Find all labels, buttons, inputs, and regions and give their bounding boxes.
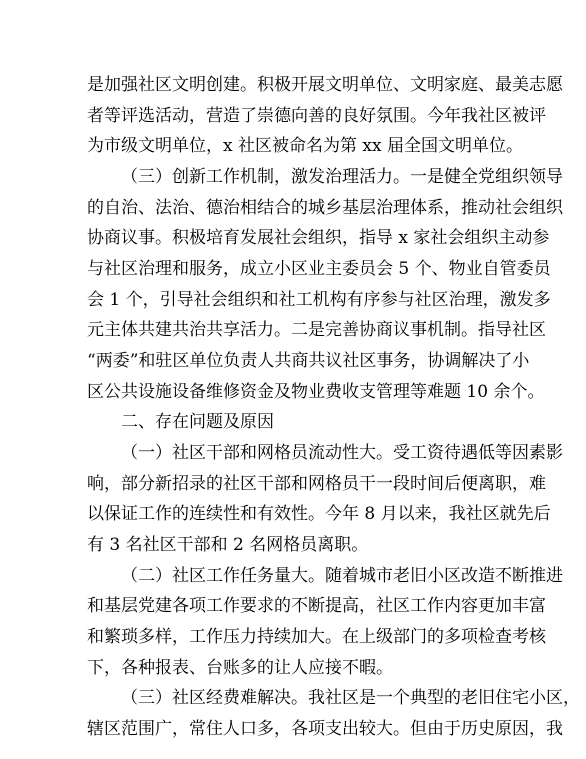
- paragraph-line: “两委”和驻区单位负责人共商共议社区事务，协调解决了小: [87, 351, 530, 371]
- paragraph-line: 辖区范围广，常住人口多，各项支出较大。但由于历史原因，我: [87, 719, 563, 739]
- paragraph-line: （三）创新工作机制，激发治理活力。一是健全党组织领导: [121, 167, 563, 187]
- paragraph-line: 区公共设施设备维修资金及物业费收支管理等难题 10 余个。: [87, 382, 545, 402]
- paragraph-line: 与社区治理和服务，成立小区业主委员会 5 个、物业自管委员: [87, 259, 551, 279]
- paragraph-line: 协商议事。积极培育发展社会组织，指导 x 家社会组织主动参: [87, 228, 550, 248]
- paragraph-line: 和基层党建各项工作要求的不断提高，社区工作内容更加丰富: [87, 596, 546, 616]
- paragraph-line: （三）社区经费难解决。我社区是一个典型的老旧住宅小区，: [121, 688, 580, 708]
- paragraph-line: 是加强社区文明创建。积极开展文明单位、文明家庭、最美志愿: [87, 75, 563, 95]
- paragraph-line: 下，各种报表、台账多的让人应接不暇。: [87, 658, 393, 678]
- section-heading: 二、存在问题及原因: [121, 412, 274, 432]
- paragraph-line: 以保证工作的连续性和有效性。今年 8 月以来，我社区就先后: [87, 504, 551, 524]
- paragraph-line: 响，部分新招录的社区干部和网格员干一段时间后便离职，难: [87, 474, 546, 494]
- paragraph-line: 为市级文明单位，x 社区被命名为第 xx 届全国文明单位。: [87, 136, 523, 156]
- paragraph-line: 的自治、法治、德治相结合的城乡基层治理体系，推动社会组织: [87, 198, 563, 218]
- paragraph-line: 会 1 个，引导社会组织和社工机构有序参与社区治理，激发多: [87, 290, 551, 310]
- paragraph-line: 有 3 名社区干部和 2 名网格员离职。: [87, 535, 369, 555]
- paragraph-line: （二）社区工作任务量大。随着城市老旧小区改造不断推进: [121, 566, 563, 586]
- paragraph-line: 元主体共建共治共享活力。二是完善协商议事机制。指导社区: [87, 320, 546, 340]
- paragraph-line: 者等评选活动，营造了崇德向善的良好氛围。今年我社区被评: [87, 106, 546, 126]
- paragraph-line: 和繁琐多样，工作压力持续加大。在上级部门的多项检查考核: [87, 627, 546, 647]
- paragraph-line: （一）社区干部和网格员流动性大。受工资待遇低等因素影: [121, 443, 563, 463]
